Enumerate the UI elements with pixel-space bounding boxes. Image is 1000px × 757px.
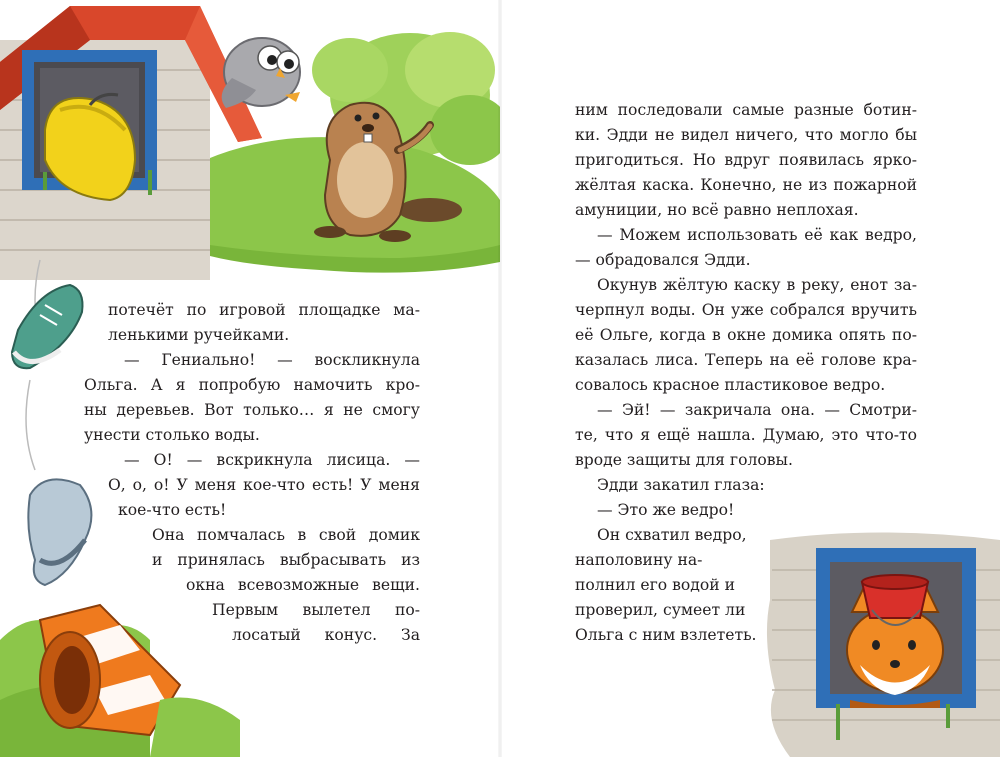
text-line: ленькими ручейками. [108, 326, 290, 344]
text-line: О, о, о! У меня кое-что есть! У меня [108, 476, 420, 494]
text-line: Ольга. А я попробую намочить кро- [84, 376, 420, 394]
text-line: унести столько воды. [84, 426, 260, 444]
red-bucket-illustration [862, 575, 928, 625]
text-line: — Можем использовать её как ведро, [597, 226, 917, 244]
text-line: Первым вылетел по- [212, 601, 420, 619]
text-line: ки. Эдди не видел ничего, что могло бы [575, 126, 917, 144]
text-line: Ольга с ним взлететь. [575, 626, 757, 644]
text-line: — Это же ведро! [597, 501, 735, 519]
text-line: черпнул воды. Он уже собрался вручить [575, 301, 917, 319]
text-line: кое-что есть! [118, 501, 227, 519]
text-line: наполовину на- [575, 551, 703, 569]
text-line: — Эй! — закричала она. — Смотри- [597, 401, 917, 419]
text-line: лосатый конус. За [232, 626, 420, 644]
text-line: казалась лиса. Теперь на её голове кра- [575, 351, 917, 369]
text-line: пригодиться. Но вдруг появилась ярко- [575, 151, 917, 169]
text-line: окна всевозможные вещи. [186, 576, 420, 594]
text-line: вроде защиты для головы. [575, 451, 793, 469]
text-line: её Ольге, когда в окне домика опять по- [575, 326, 917, 344]
text-line: полнил его водой и [575, 576, 735, 594]
text-line: потечёт по игровой площадке ма- [108, 301, 420, 319]
text-line: Она помчалась в свой домик [152, 526, 420, 544]
text-line: совалось красное пластиковое ведро. [575, 376, 886, 394]
text-line: Он схватил ведро, [597, 526, 747, 544]
text-line: Эдди закатил глаза: [597, 476, 765, 494]
text-line: — Гениально! — воскликнула [124, 351, 420, 369]
text-line: Окунув жёлтую каску в реку, енот за- [597, 276, 917, 294]
text-line: амуниции, но всё равно неплохая. [575, 201, 859, 219]
right-page [500, 0, 1000, 757]
text-line: и принялась выбрасывать из [152, 551, 420, 569]
text-line: — обрадовался Эдди. [575, 251, 751, 269]
text-line: ним последовали самые разные ботин- [575, 101, 917, 119]
text-line: те, что я ещё нашла. Думаю, это что-то [575, 426, 917, 444]
text-line: проверил, сумеет ли [575, 601, 746, 619]
text-line: ны деревьев. Вот только… я не смогу [84, 401, 420, 419]
text-line: жёлтая каска. Конечно, не из пожарной [575, 176, 917, 194]
text-line: — О! — вскрикнула лисица. — [124, 451, 420, 469]
